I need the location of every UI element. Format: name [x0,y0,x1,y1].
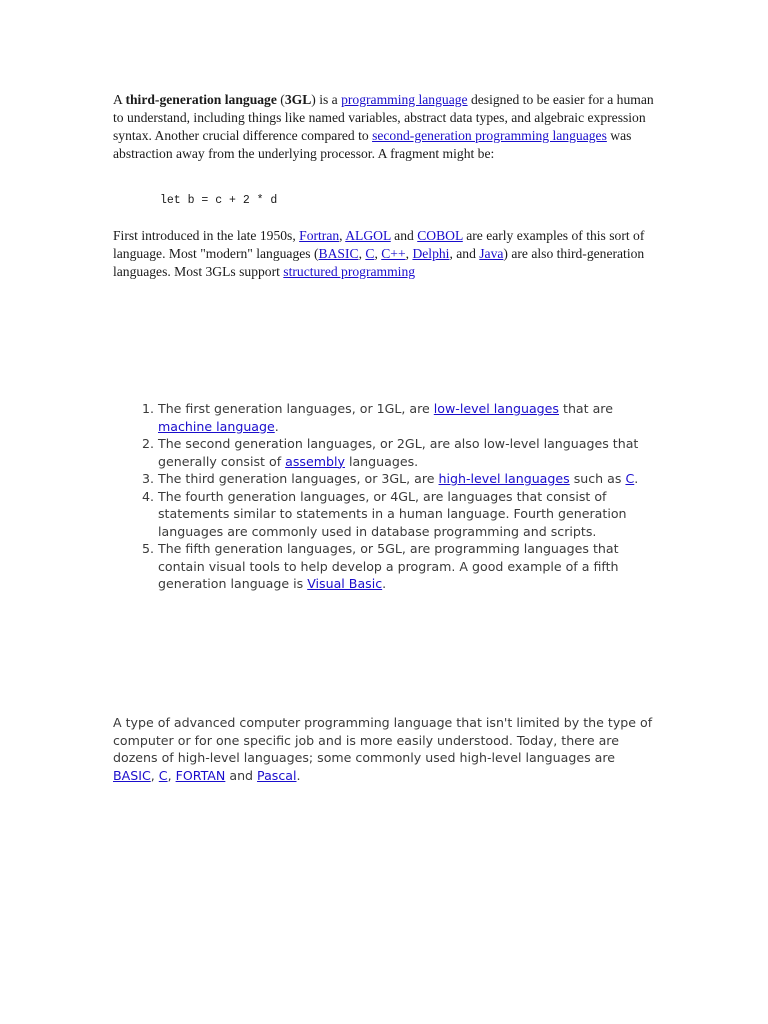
definition-text-2: . [296,767,301,783]
link-structured-programming[interactable]: structured programming [283,264,416,279]
code-fragment: let b = c + 2 * d [160,194,278,207]
link-pascal[interactable]: Pascal [257,767,297,783]
list-item-text: The second generation languages, or 2GL, are also low-level languages that generally consist of [158,436,639,469]
list-item-text: languages. [344,453,419,469]
intro-paragraph [113,91,658,163]
intro-text-3: ) is a [311,92,342,107]
term-3gl: third-generation language [125,92,277,107]
list-item-5gl [158,540,663,593]
link-basic-2[interactable]: BASIC [113,767,151,783]
list-item-text: The third generation languages, or 3GL, are [158,471,439,486]
generations-list-container [113,400,663,593]
separator: , [358,246,366,261]
history-text-2: are early examples of this sort of language. Most "modern" languages ( [113,228,645,261]
intro-text-1: A [113,92,126,107]
link-high-level-languages[interactable]: high-level languages [438,471,570,486]
abbr-3gl: 3GL [284,92,312,107]
separator: , [405,246,413,261]
link-second-generation[interactable]: second-generation programming languages [372,128,607,143]
separator: , [374,246,382,261]
link-java[interactable]: Java [479,246,504,261]
list-item-text: . [382,576,387,591]
list-item-2gl [158,435,663,470]
link-c[interactable]: C [365,246,375,261]
link-programming-language[interactable]: programming language [341,92,468,107]
link-c-2[interactable]: C [158,767,168,783]
history-text-3: ) are also third-generation languages. Most 3GLs support [113,246,645,279]
link-basic[interactable]: BASIC [318,246,359,261]
separator: and [225,767,258,783]
separator: , [339,228,346,243]
link-machine-language[interactable]: machine language [158,418,275,434]
list-item-1gl [158,400,663,435]
list-item-text: The first generation languages, or 1GL, are [158,401,434,416]
link-fortan[interactable]: FORTAN [175,767,226,783]
list-item-text: The fourth generation languages, or 4GL, are languages that consist of statements similar to statements in a human language. Fourth generation languages are commonly used in database programming and scripts. [158,488,627,539]
link-visual-basic[interactable]: Visual Basic [307,576,383,591]
separator: , and [449,246,480,261]
separator: , [167,767,176,783]
intro-text-5: was abstraction away from the underlying processor. A fragment might be: [113,128,632,161]
list-item-text: . [634,471,639,486]
separator: and [390,228,418,243]
list-item-4gl [158,488,663,541]
link-cpp[interactable]: C++ [381,246,406,261]
definition-paragraph [113,714,653,784]
history-paragraph [113,227,653,281]
link-delphi[interactable]: Delphi [412,246,450,261]
definition-text-1: A type of advanced computer programming language that isn't limited by the type of computer or for one specific job and is more easily understood. Today, there are dozens of high-level languages; some commonly used high-level languages are [113,715,653,765]
intro-text-4: designed to be easier for a human to understand, including things like named variables, abstract data types, and algebraic expression syntax. Another crucial difference compared to [113,92,654,143]
list-item-3gl [158,470,663,488]
link-low-level-languages[interactable]: low-level languages [433,401,559,416]
link-cobol[interactable]: COBOL [417,228,463,243]
generations-list [113,400,663,593]
link-fortran[interactable]: Fortran [299,228,340,243]
link-algol[interactable]: ALGOL [345,228,391,243]
list-item-text: . [274,418,279,434]
intro-text-2: ( [276,92,285,107]
link-assembly[interactable]: assembly [285,453,345,469]
list-item-text: The fifth generation languages, or 5GL, are programming languages that contain visual tools to help develop a program. A good example of a fifth generation language is [158,541,619,591]
link-c-language[interactable]: C [625,471,635,486]
list-item-text: such as [569,471,626,486]
list-item-text: that are [559,401,613,416]
separator: , [150,767,159,783]
history-text-1: First introduced in the late 1950s, [113,228,300,243]
